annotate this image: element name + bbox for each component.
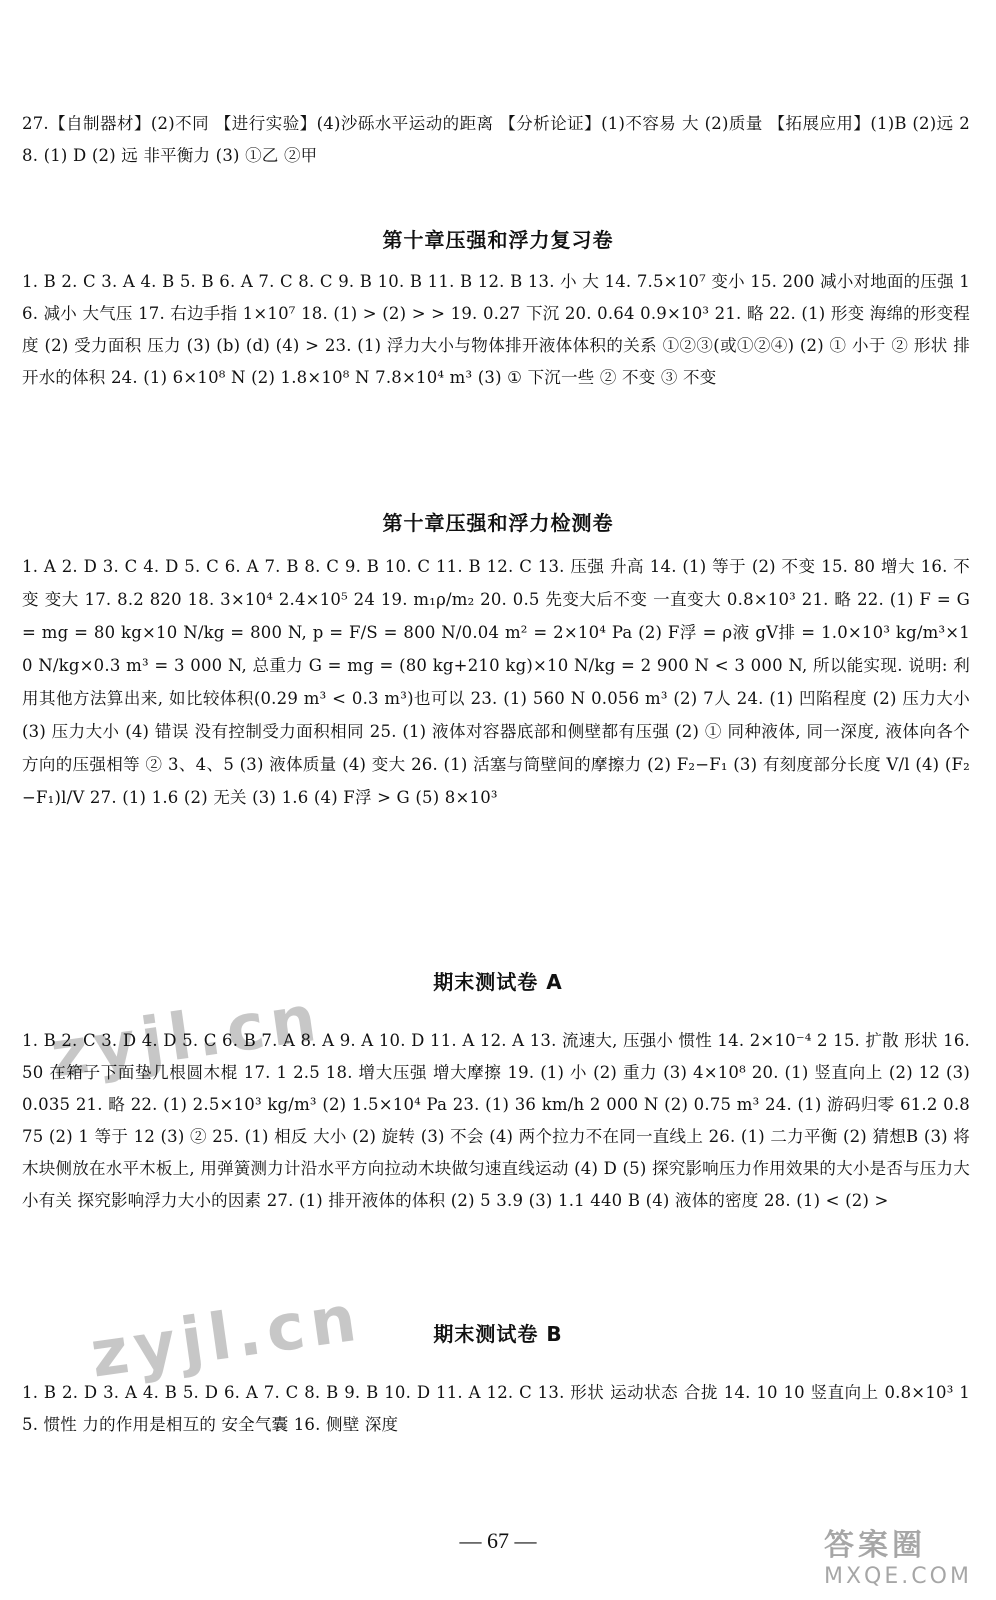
intro-text: 27.【自制器材】(2)不同 【进行实验】(4)沙砾水平运动的距离 【分析论证】(1)不容易 大 (2)质量 【拓展应用】(1)B (2)远 28. (1) D (2) 远 非平衡力 (3) ①乙 ②甲 <box>22 114 970 165</box>
section-text-review: 1. B 2. C 3. A 4. B 5. B 6. A 7. C 8. C 9. B 10. B 11. B 12. B 13. 小 大 14. 7.5×10⁷ 变小 15. 200 减小对地面的压强 16. 减小 大气压 17. 右边手指 1×10⁷ 18. (1) > (2) > > 19. 0.27 下沉 20. 0.64 0.9×10³ 21. 略 22. (1) 形变 海绵的形变程度 (2) 受力面积 压力 (3) (b) (d) (4) > 23. (1) 浮力大小与物体排开液体体积的关系 ①②③(或①②④) (2) ① 小于 ② 形状 排开水的体积 24. (1) 6×10⁸ N (2) 1.8×10⁸ N 7.8×10⁴ m³ (3) ① 下沉一些 ② 不变 ③ 不变 <box>22 272 970 387</box>
section-answers-test <box>22 550 976 814</box>
section-title-final-b: 期末测试卷 B <box>433 1322 563 1346</box>
page-number: — 67 — <box>459 1528 537 1553</box>
watermark-logo: zyjl.cn <box>46 981 327 1093</box>
intro-paragraph <box>22 108 970 172</box>
corner-watermark-line2: MXQE.COM <box>824 1564 972 1589</box>
section-answers-review <box>22 266 970 394</box>
section-answers-final-b <box>22 1377 970 1441</box>
section-title-final-a: 期末测试卷 A <box>433 970 563 994</box>
section-title-test: 第十章压强和浮力检测卷 <box>382 511 614 535</box>
watermark-logo: zyjl.cn <box>86 1281 367 1393</box>
section-text-final-a: 1. B 2. C 3. D 4. D 5. C 6. B 7. A 8. A 9. A 10. D 11. A 12. A 13. 流速大, 压强小 惯性 14. 2×10⁻⁴ 2 15. 扩散 形状 16. 50 在箱子下面垫几根圆木棍 17. 1 2.5 18. 增大压强 增大摩擦 19. (1) 小 (2) 重力 (3) 4×10⁸ 20. (1) 竖直向上 (2) 12 (3) 0.035 21. 略 22. (1) 2.5×10³ kg/m³ (2) 1.5×10⁴ Pa 23. (1) 36 km/h 2 000 N (2) 0.75 m³ 24. (1) 游码归零 61.2 0.875 (2) 1 等于 12 (3) ② 25. (1) 相反 大小 (2) 旋转 (3) 不会 (4) 两个拉力不在同一直线上 26. (1) 二力平衡 (2) 猜想B (3) 将木块侧放在水平木板上, 用弹簧测力计沿水平方向拉动木块做匀速直线运动 (4) D (5) 探究影响压力作用效果的大小是否与压力大小有关 探究影响浮力大小的因素 27. (1) 排开液体的体积 (2) 5 3.9 (3) 1.1 440 B (4) 液体的密度 28. (1) < (2) > <box>22 1031 976 1210</box>
section-answers-final-a <box>22 1025 976 1217</box>
section-title-review: 第十章压强和浮力复习卷 <box>382 228 614 252</box>
section-text-final-b: 1. B 2. D 3. A 4. B 5. D 6. A 7. C 8. B 9. B 10. D 11. A 12. C 13. 形状 运动状态 合拢 14. 10 10 竖直向上 0.8×10³ 15. 惯性 力的作用是相互的 安全气囊 16. 侧壁 深度 <box>22 1383 970 1434</box>
section-text-test: 1. A 2. D 3. C 4. D 5. C 6. A 7. B 8. C 9. B 10. C 11. B 12. C 13. 压强 升高 14. (1) 等于 (2) 不变 15. 80 增大 16. 不变 变大 17. 8.2 820 18. 3×10⁴ 2.4×10⁵ 24 19. m₁ρ/m₂ 20. 0.5 先变大后不变 一直变大 0.8×10³ 21. 略 22. (1) F = G = mg = 80 kg×10 N/kg = 800 N, p = F/S = 800 N/0.04 m² = 2×10⁴ Pa (2) F浮 = ρ液 gV排 = 1.0×10³ kg/m³×10 N/kg×0.3 m³ = 3 000 N, 总重力 G = mg = (80 kg+210 kg)×10 N/kg = 2 900 N < 3 000 N, 所以能实现. 说明: 利用其他方法算出来, 如比较体积(0.29 m³ < 0.3 m³)也可以 23. (1) 560 N 0.056 m³ (2) 7人 24. (1) 凹陷程度 (2) 压力大小 (3) 压力大小 (4) 错误 没有控制受力面积相同 25. (1) 液体对容器底部和侧壁都有压强 (2) ① 同种液体, 同一深度, 液体向各个方向的压强相等 ② 3、4、5 (3) 液体质量 (4) 变大 26. (1) 活塞与筒壁间的摩擦力 (2) F₂−F₁ (3) 有刻度部分长度 V/l (4) (F₂−F₁)l/V 27. (1) 1.6 (2) 无关 (3) 1.6 (4) F浮 > G (5) 8×10³ <box>22 557 976 807</box>
corner-watermark-line1: 答案圈 <box>824 1528 926 1563</box>
corner-watermark <box>824 1520 984 1590</box>
